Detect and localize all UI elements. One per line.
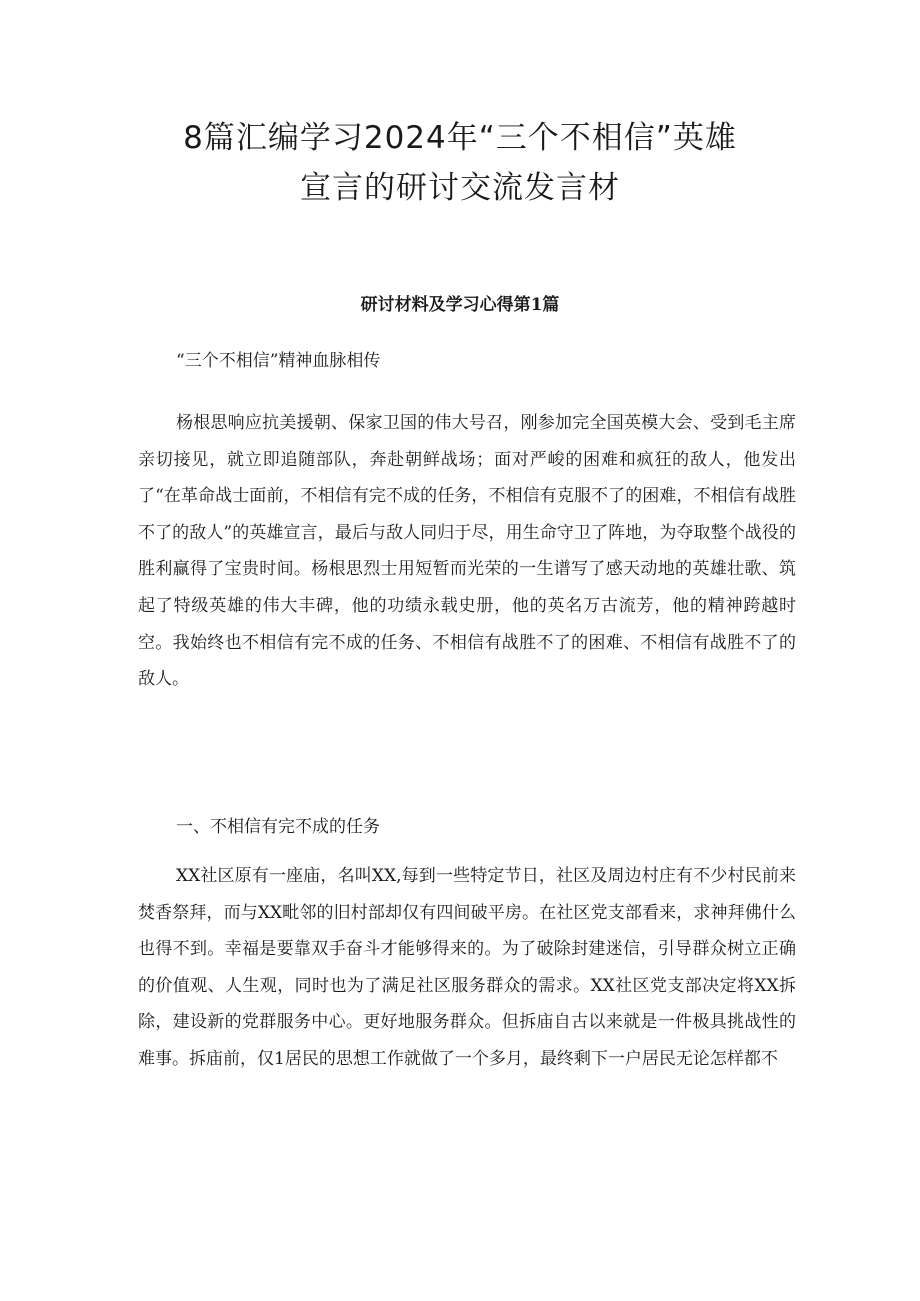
point-heading-1: 一、不相信有完不成的任务 [176, 817, 380, 837]
section-heading: 研讨材料及学习心得第1篇 [360, 295, 560, 315]
body-paragraph-2: XX社区原有一座庙，名叫XX,每到一些特定节日，社区及周边村庄有不少村民前来焚香祭拜，而与XX毗邻的旧村部却仅有四间破平房。在社区党支部看来，求神拜佛什么也得不到。幸福是要靠双手奋斗才能够得来的。为了破除封建迷信，引导群众树立正确的价值观、人生观，同时也为了满足社区服务群众的需求。XX社区党支部决定将XX拆除，建设新的党群服务中心。更好地服务群众。但拆庙自古以来就是一件极具挑战性的难事。拆庙前，仅1居民的思想工作就做了一个多月，最终剩下一户居民无论怎样都不 [138, 866, 796, 1069]
document-title-line-1: 8篇汇编学习2024年“三个不相信”英雄 [183, 120, 737, 156]
document-title-line-2: 宣言的研讨交流发言材 [300, 170, 620, 206]
article-subtitle: “三个不相信”精神血脉相传 [176, 351, 381, 371]
body-paragraph-1: 杨根思响应抗美援朝、保家卫国的伟大号召，刚参加完全国英模大会、受到毛主席亲切接见，就立即追随部队，奔赴朝鲜战场；面对严峻的困难和疯狂的敌人，他发出了“在革命战士面前，不相信有完不成的任务，不相信有克服不了的困难，不相信有战胜不了的敌人”的英雄宣言，最后与敌人同归于尽，用生命守卫了阵地，为夺取整个战役的胜利赢得了宝贵时间。杨根思烈士用短暂而光荣的一生谱写了感天动地的英雄壮歌、筑起了特级英雄的伟大丰碑，他的功绩永载史册，他的英名万古流芳，他的精神跨越时空。我始终也不相信有完不成的任务、不相信有战胜不了的困难、不相信有战胜不了的敌人。 [138, 413, 796, 690]
